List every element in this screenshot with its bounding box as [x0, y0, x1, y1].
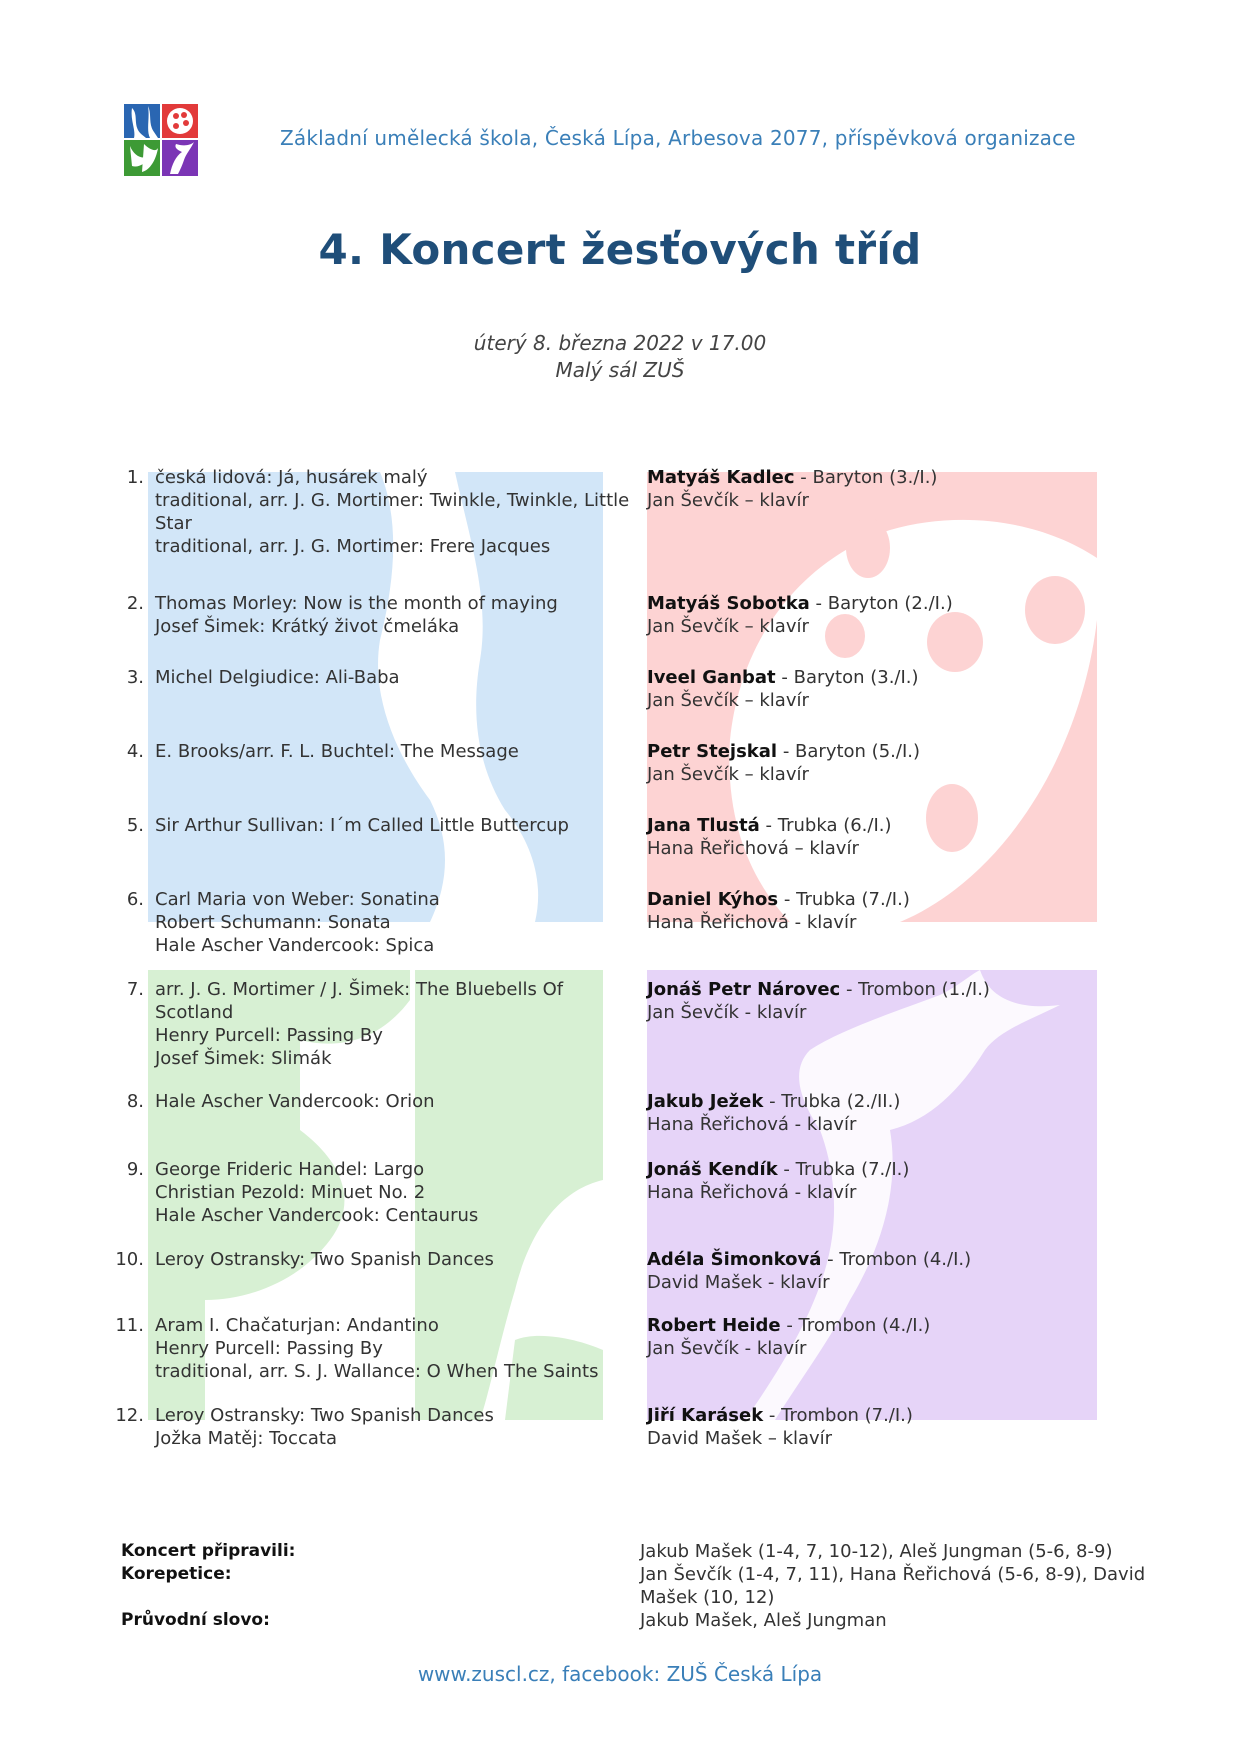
item-number: 4.	[126, 741, 144, 762]
work: česká lidová: Já, husárek malý	[155, 467, 428, 488]
work: traditional, arr. J. G. Mortimer: Twinkle, Twinkle, Little Star	[155, 490, 630, 534]
instrument: - Trubka (7./I.)	[778, 889, 910, 910]
performer-block	[647, 592, 1107, 638]
instrument: - Trombon (4./I.)	[821, 1249, 972, 1270]
performer-name: Jana Tlustá	[647, 815, 760, 836]
work: Aram I. Chačaturjan: Andantino	[155, 1315, 439, 1336]
work: Thomas Morley: Now is the month of maying	[155, 593, 558, 614]
page-title: 4. Koncert žesťových tříd	[318, 225, 922, 274]
performer-name: Jonáš Petr Nárovec	[647, 979, 841, 1000]
prepared-label: Koncert připravili:	[121, 1541, 296, 1561]
work: Carl Maria von Weber: Sonatina	[155, 889, 440, 910]
work: Hale Ascher Vandercook: Orion	[155, 1091, 435, 1112]
website-link[interactable]: www.zuscl.cz, facebook: ZUŠ Česká Lípa	[417, 1662, 823, 1686]
credits-labels	[121, 1540, 295, 1632]
performer-name: Jakub Ježek	[647, 1091, 764, 1112]
accompanist: David Mašek - klavír	[647, 1272, 830, 1293]
performer-block	[647, 1248, 1107, 1294]
work: Hale Ascher Vandercook: Spica	[155, 935, 435, 956]
performer-name: Matyáš Sobotka	[647, 593, 810, 614]
work: Josef Šimek: Krátký život čmeláka	[155, 616, 460, 637]
item-number: 2.	[126, 593, 144, 614]
accomp-label: Korepetice:	[121, 1564, 232, 1584]
item-number: 6.	[126, 889, 144, 910]
accompanist: Hana Řeřichová - klavír	[647, 912, 857, 933]
accompanist: Hana Řeřichová - klavír	[647, 1182, 857, 1203]
concert-venue: Malý sál ZUŠ	[555, 358, 685, 382]
item-number: 7.	[126, 979, 144, 1000]
performer-name: Daniel Kýhos	[647, 889, 779, 910]
item-number: 12.	[115, 1405, 144, 1426]
accompanist: Jan Ševčík – klavír	[647, 490, 809, 511]
item-number: 10.	[115, 1249, 144, 1270]
performer-block	[647, 1314, 1107, 1360]
item-number: 3.	[126, 667, 144, 688]
accompanist: Hana Řeřichová – klavír	[647, 838, 859, 859]
instrument: - Trubka (7./I.)	[777, 1159, 910, 1180]
speech-value: Jakub Mašek, Aleš Jungman	[640, 1610, 887, 1631]
performer-block	[647, 888, 1107, 934]
work: Leroy Ostransky: Two Spanish Dances	[155, 1405, 494, 1426]
accompanist: Jan Ševčík - klavír	[647, 1338, 807, 1359]
work: traditional, arr. S. J. Wallance: O When The Saints	[155, 1361, 599, 1382]
instrument: - Trombon (7./I.)	[763, 1405, 913, 1426]
work: George Frideric Handel: Largo	[155, 1159, 425, 1180]
work: Jožka Matěj: Toccata	[155, 1428, 337, 1449]
concert-date: úterý 8. března 2022 v 17.00	[473, 331, 767, 355]
accompanist: David Mašek – klavír	[647, 1428, 833, 1449]
performer-block	[647, 466, 1107, 512]
work: arr. J. G. Mortimer / J. Šimek: The Bluebells Of Scotland	[155, 979, 564, 1023]
work: Michel Delgiudice: Ali-Baba	[155, 667, 400, 688]
work: Sir Arthur Sullivan: I´m Called Little Buttercup	[155, 815, 569, 836]
performer-block	[647, 814, 1107, 860]
item-number: 9.	[126, 1159, 144, 1180]
performer-block	[647, 1404, 1107, 1450]
work: traditional, arr. J. G. Mortimer: Frere Jacques	[155, 536, 551, 557]
performer-block	[647, 740, 1107, 786]
performer-name: Jiří Karásek	[647, 1405, 764, 1426]
speech-label: Průvodní slovo:	[121, 1610, 270, 1630]
performer-block	[647, 1090, 1107, 1136]
item-number: 11.	[115, 1315, 144, 1336]
instrument: - Baryton (2./I.)	[809, 593, 953, 614]
instrument: - Baryton (3./I.)	[775, 667, 919, 688]
item-number: 1.	[126, 467, 144, 488]
accompanist: Jan Ševčík - klavír	[647, 1002, 807, 1023]
performer-name: Iveel Ganbat	[647, 667, 776, 688]
accompanist: Jan Ševčík – klavír	[647, 690, 809, 711]
performer-block	[647, 1158, 1107, 1204]
work: Leroy Ostransky: Two Spanish Dances	[155, 1249, 494, 1270]
instrument: - Baryton (5./I.)	[777, 741, 920, 762]
performer-name: Matyáš Kadlec	[647, 467, 795, 488]
performer-name: Adéla Šimonková	[647, 1249, 822, 1270]
accompanist: Jan Ševčík – klavír	[647, 616, 809, 637]
performer-block	[647, 666, 1107, 712]
instrument: - Trubka (2./II.)	[763, 1091, 901, 1112]
item-number: 5.	[126, 815, 144, 836]
accomp-value: Jan Ševčík (1-4, 7, 11), Hana Řeřichová (5-6, 8-9), David Mašek (10, 12)	[640, 1564, 1146, 1608]
instrument: - Baryton (3./I.)	[794, 467, 938, 488]
accompanist: Hana Řeřichová - klavír	[647, 1114, 857, 1135]
item-number: 8.	[126, 1091, 144, 1112]
performer-name: Jonáš Kendík	[647, 1159, 778, 1180]
work: Christian Pezold: Minuet No. 2	[155, 1182, 426, 1203]
work: Josef Šimek: Slimák	[155, 1048, 332, 1069]
school-name: Základní umělecká škola, Česká Lípa, Arbesova 2077, příspěvková organizace	[280, 126, 1076, 150]
performer-name: Petr Stejskal	[647, 741, 778, 762]
performer-name: Robert Heide	[647, 1315, 781, 1336]
work: Robert Schumann: Sonata	[155, 912, 391, 933]
work: Hale Ascher Vandercook: Centaurus	[155, 1205, 479, 1226]
credits-values	[640, 1540, 1160, 1632]
instrument: - Trombon (4./I.)	[780, 1315, 931, 1336]
work: Henry Purcell: Passing By	[155, 1338, 383, 1359]
instrument: - Trombon (1./I.)	[840, 979, 990, 1000]
performer-block	[647, 978, 1107, 1024]
work: Henry Purcell: Passing By	[155, 1025, 383, 1046]
accompanist: Jan Ševčík – klavír	[647, 764, 809, 785]
instrument: - Trubka (6./I.)	[759, 815, 892, 836]
prepared-value: Jakub Mašek (1-4, 7, 10-12), Aleš Jungman (5-6, 8-9)	[640, 1541, 1113, 1562]
school-logo	[124, 104, 198, 176]
work: E. Brooks/arr. F. L. Buchtel: The Message	[155, 741, 519, 762]
